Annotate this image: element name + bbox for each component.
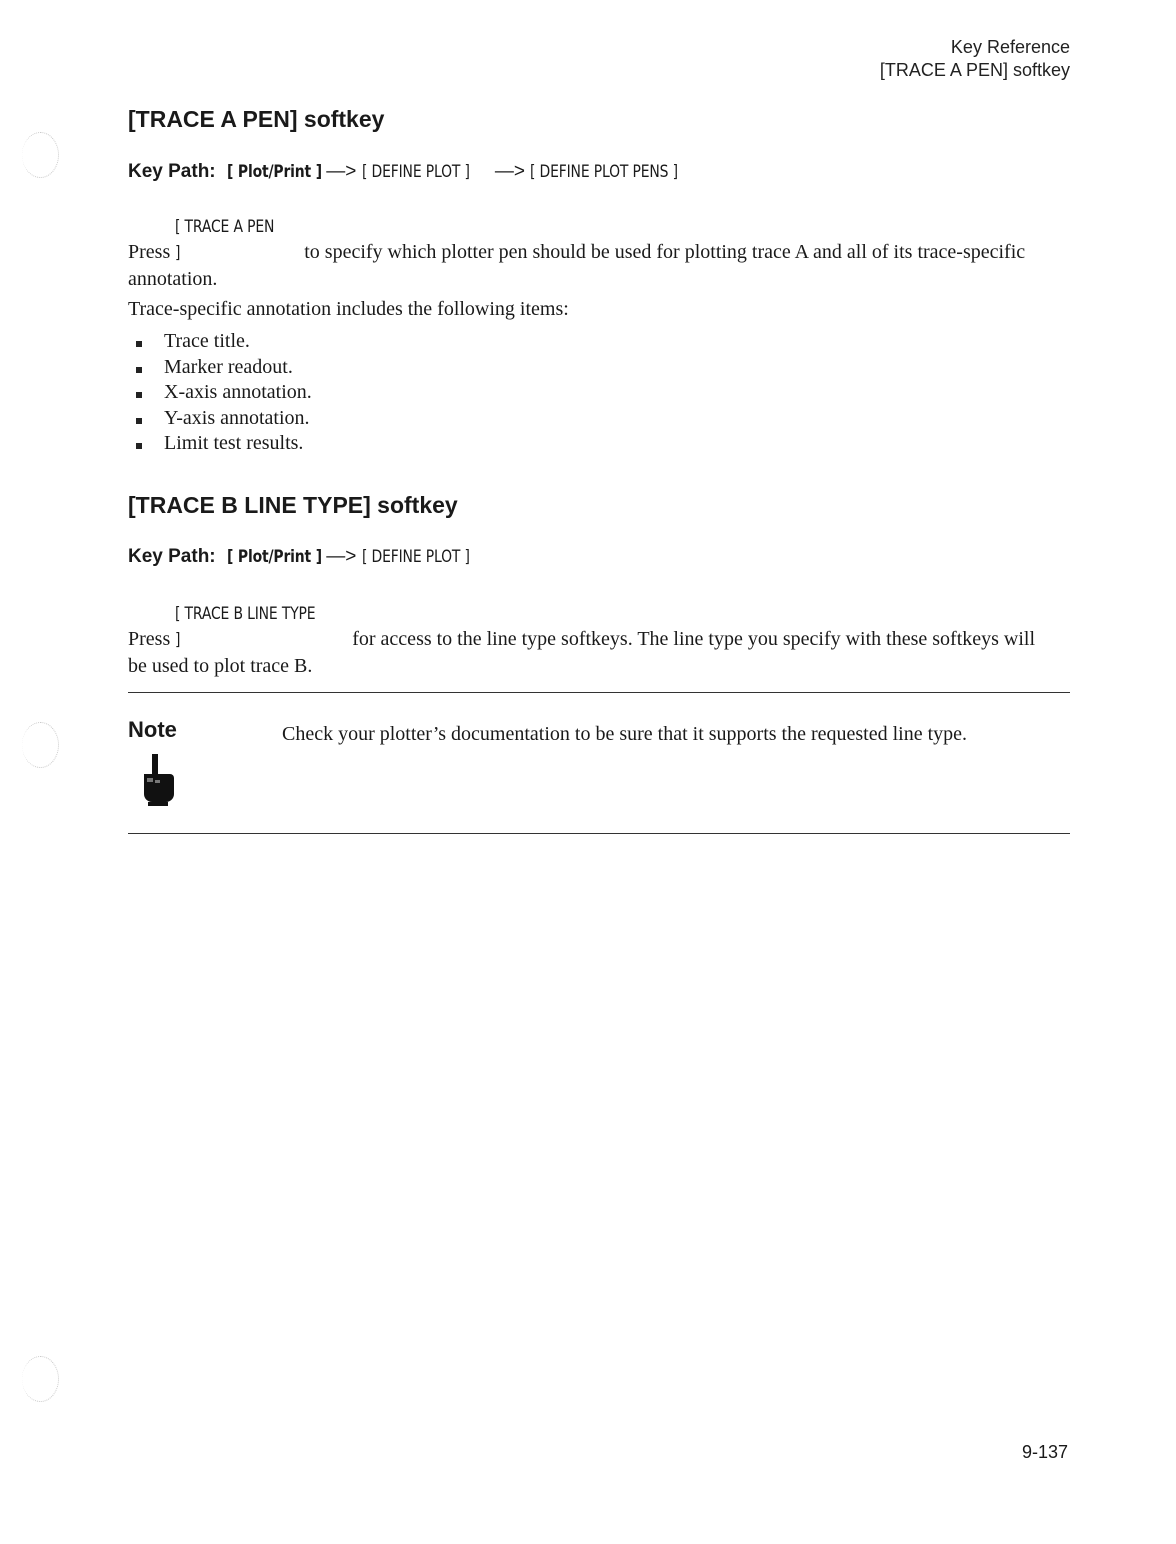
paragraph-text: Press bbox=[128, 241, 171, 263]
running-header-chapter: Key Reference bbox=[950, 37, 1070, 57]
paragraph-trace-a-pen-description bbox=[128, 214, 1033, 292]
key-define-plot: [ DEFINE PLOT ] bbox=[361, 162, 470, 182]
key-path-label: Key Path: bbox=[128, 161, 216, 182]
note-top-rule bbox=[128, 692, 1070, 693]
paragraph-text: Press bbox=[128, 628, 171, 650]
key-trace-a-pen: [ TRACE A PEN ] bbox=[175, 217, 275, 263]
key-path-label: Key Path: bbox=[128, 546, 216, 567]
punch-hole-bottom bbox=[22, 1356, 59, 1402]
page-number: 9-137 bbox=[1021, 1442, 1068, 1462]
punch-hole-top bbox=[22, 132, 59, 178]
key-plot-print: [ Plot/Print ] bbox=[226, 162, 322, 182]
key-trace-b-line-type: [ TRACE B LINE TYPE ] bbox=[175, 604, 316, 650]
note-bottom-rule bbox=[128, 833, 1070, 834]
running-header-topic: [TRACE A PEN] softkey bbox=[879, 60, 1070, 80]
paragraph-text: to specify which plotter pen should be used for plotting trace A and all of its trace-specific annotation. bbox=[128, 241, 1026, 290]
annotation-items-list bbox=[128, 329, 312, 457]
pointing-hand-icon bbox=[138, 752, 178, 813]
key-plot-print: [ Plot/Print ] bbox=[226, 547, 322, 567]
key-path-trace-a-pen bbox=[128, 161, 708, 183]
list-item: Limit test results. bbox=[128, 431, 312, 457]
note-text: Check your plotter’s documentation to be sure that it supports the requested line type. bbox=[282, 723, 968, 745]
list-item: Trace title. bbox=[128, 329, 312, 355]
list-item: X-axis annotation. bbox=[128, 380, 312, 406]
key-define-plot-pens: [ DEFINE PLOT PENS ] bbox=[530, 162, 679, 182]
key-path-arrow: —> bbox=[326, 546, 357, 567]
paragraph-text: for access to the line type softkeys. The line type you specify with these softkeys will be used to plot trace B. bbox=[128, 628, 1036, 677]
key-path-arrow: —> bbox=[326, 161, 357, 182]
section-title-trace-b-line-type: [TRACE B LINE TYPE] softkey bbox=[128, 492, 458, 518]
paragraph-trace-b-line-type-description bbox=[128, 601, 1043, 679]
section-title-trace-a-pen: [TRACE A PEN] softkey bbox=[128, 106, 385, 132]
list-item: Y-axis annotation. bbox=[128, 406, 312, 432]
key-define-plot: [ DEFINE PLOT ] bbox=[361, 547, 470, 567]
punch-hole-middle bbox=[22, 722, 59, 768]
key-path-arrow: —> bbox=[494, 161, 525, 182]
running-header bbox=[880, 36, 1070, 82]
paragraph-annotation-intro: Trace-specific annotation includes the following items: bbox=[128, 298, 569, 320]
note-label: Note bbox=[128, 717, 177, 742]
key-path-trace-b-line-type bbox=[128, 546, 490, 568]
list-item: Marker readout. bbox=[128, 355, 312, 381]
